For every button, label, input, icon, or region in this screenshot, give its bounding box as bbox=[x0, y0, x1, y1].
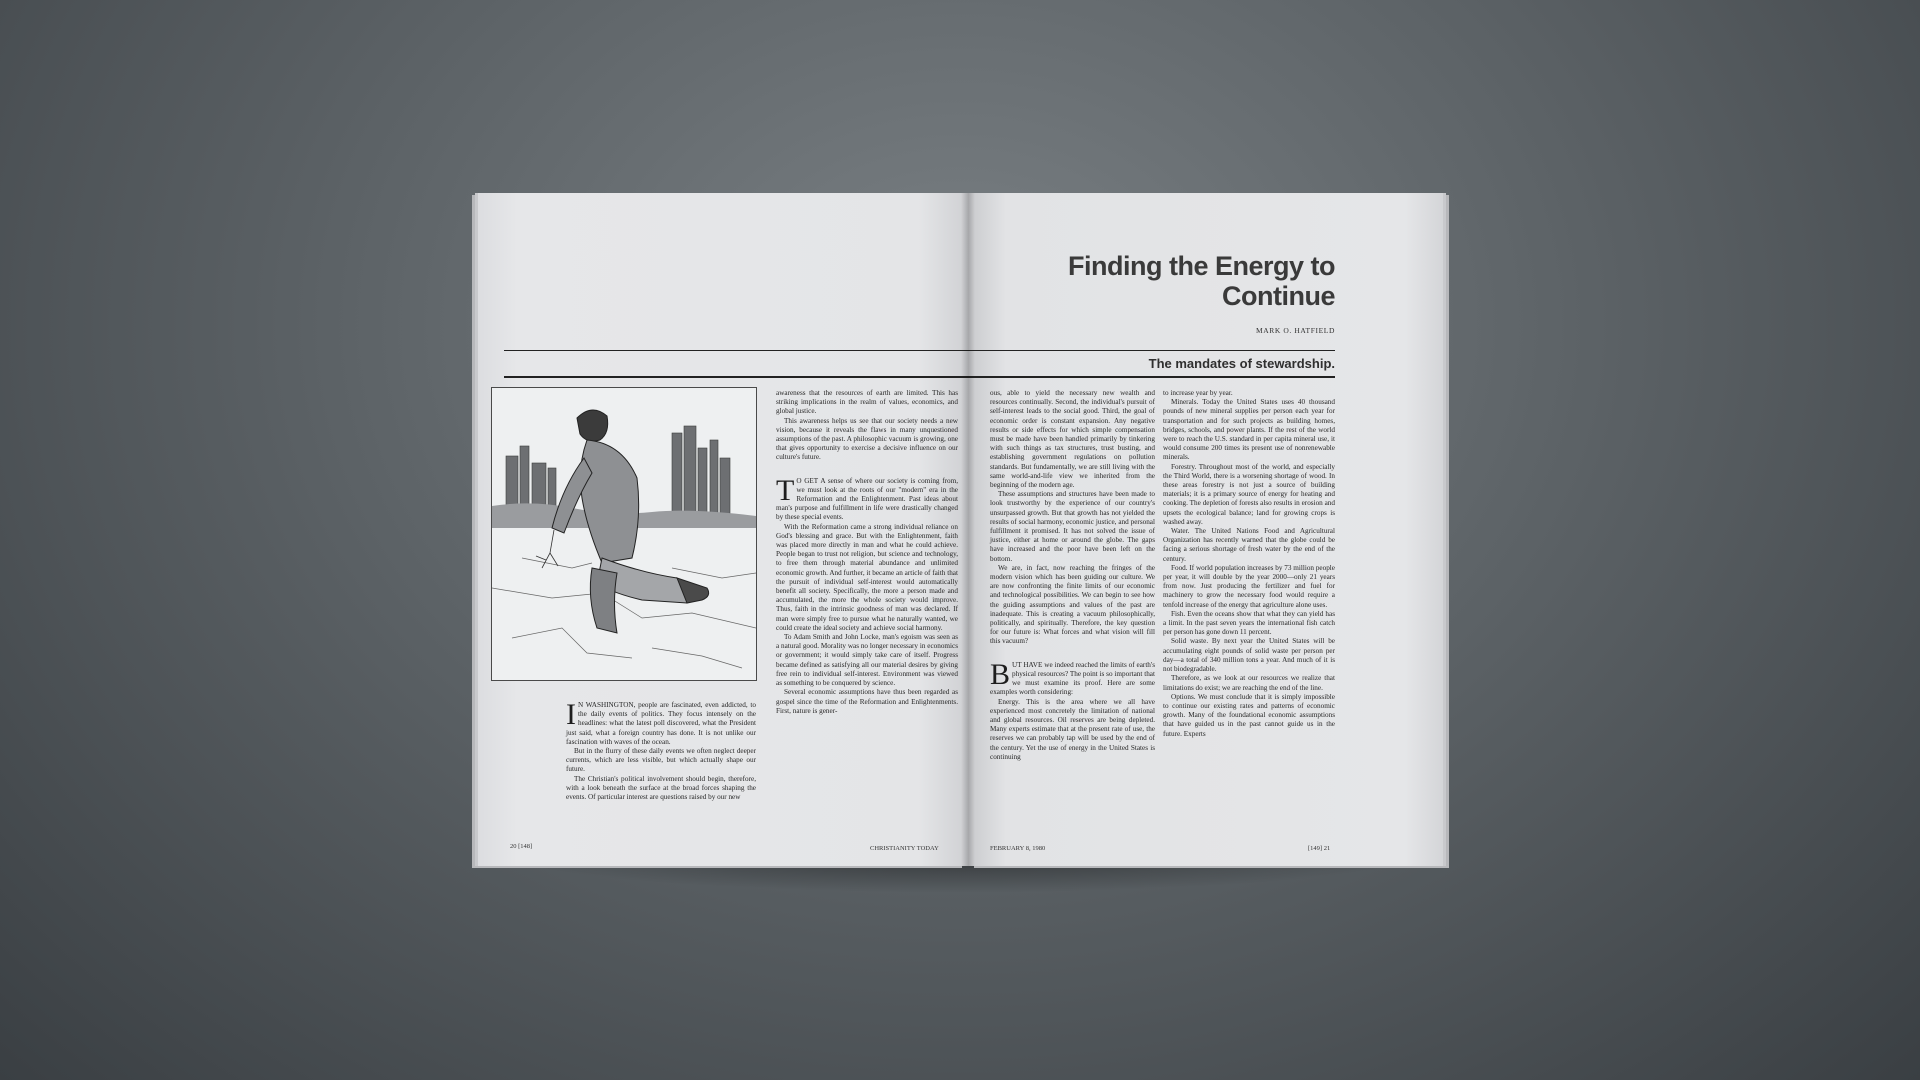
paragraph: Solid waste. By next year the United States will be accumulating eight pounds of solid waste per person per day—a total of 340 million tons a year. And much of it is not biodegradable. bbox=[1163, 637, 1335, 674]
drop-cap: I bbox=[566, 698, 576, 731]
column-1 bbox=[566, 698, 756, 802]
paragraph: Fish. Even the oceans show that what they can yield has a limit. In the past seven years the international fish catch per person has gone down 11 percent. bbox=[1163, 609, 1335, 637]
publication-name: CHRISTIANITY TODAY bbox=[870, 845, 939, 852]
paragraph: With the Reformation came a strong individual reliance on God's blessing and grace. But with the Enlightenment, faith was placed more directly in man and what he could achieve. People began to trust not religion, but science and technology, to free them through material abundance and unlimited economic growth. And further, it became an article of faith that the pursuit of individual self-interest would automatically benefit all society. Specifically, the more a person made and accumulated, the more the whole society would improve. Thus, faith in the intrinsic goodness of man was declared. If man were simply free to pursue what he naturally wanted, we could create the ideal society and achieve social harmony. bbox=[776, 522, 958, 632]
paragraph: ous, able to yield the necessary new wealth and resources continually. Second, the individual's pursuit of self-interest leads to the social good. Third, the goal of economic order is constant expansion. Any negative results or side effects for which simple compensation must be made have been handled primarily by tinkering with such things as tax structures, trust busting, and establishing government regulations on pollution standards. But fundamentally, we are still living with the same world-and-life view we inherited from the beginning of the modern age. bbox=[990, 389, 1155, 490]
right-page bbox=[968, 193, 1443, 866]
paragraph: Therefore, as we look at our resources we realize that limitations do exist; we are reaching the end of the line. bbox=[1163, 674, 1335, 692]
paragraph: Minerals. Today the United States uses 40 thousand pounds of new mineral supplies per person each year for transportation and for such projects as building homes, bridges, schools, and power plants. If the rest of the world were to reach the U.S. standard in per capita mineral use, it would consume 200 times its present use of nonrenewable minerals. bbox=[1163, 398, 1335, 462]
article-deck: The mandates of stewardship. bbox=[1148, 356, 1335, 371]
page-number-right: [149] 21 bbox=[1308, 845, 1331, 852]
article-title-line-1: Finding the Energy to bbox=[1068, 251, 1335, 281]
paragraph: awareness that the resources of earth are limited. This has striking implications in the realm of values, economics, and global justice. bbox=[776, 389, 958, 416]
paragraph: Several economic assumptions have thus been regarded as gospel since the time of the Reformation and Enlightenments. First, nature is gener- bbox=[776, 688, 958, 715]
author-byline: MARK O. HATFIELD bbox=[1256, 326, 1335, 335]
column-3 bbox=[990, 389, 1155, 762]
drop-cap: T bbox=[776, 473, 795, 507]
drop-cap: B bbox=[990, 657, 1011, 691]
paragraph: The Christian's political involvement should begin, therefore, with a look beneath the surface at the broad forces shaping the events. Of particular interest are questions raised by our new bbox=[566, 774, 756, 802]
paragraph: These assumptions and structures have been made to look trustworthy by the experience of our country's unsurpassed growth. But that growth has not yielded the results of social harmony, economic justice, and personal fulfillment it promised. It has not solved the issue of justice, either at home or around the globe. The gaps have increased and the poor have been left on the bottom. bbox=[990, 490, 1155, 563]
spine-gutter bbox=[961, 193, 975, 866]
paragraph: Energy. This is the area where we all have experienced most concretely the limitation of national and global resources. Oil reserves are being depleted. Many experts estimate that at the present rate of use, the reserves we can probably tap will be used by the end of the century. Yet the use of energy in the United States is continuing bbox=[990, 697, 1155, 761]
paragraph: to increase year by year. bbox=[1163, 389, 1233, 397]
paragraph: This awareness helps us see that our society needs a new vision, because it reveals the flaws in many unquestioned assumptions of the past. A philosophic vacuum is growing, one that gives opportunity to exercise a decisive influence on our culture's future. bbox=[776, 416, 958, 462]
paragraph: BUT HAVE we indeed reached the limits of earth's physical resources? The point is so important that we must examine its proof. Here are some examples worth considering: bbox=[990, 657, 1155, 697]
issue-date: FEBRUARY 8, 1980 bbox=[990, 845, 1046, 852]
illustration-svg bbox=[492, 388, 756, 680]
page-number-left: 20 [148] bbox=[510, 843, 533, 850]
paragraph: Options. We must conclude that it is simply impossible to continue our existing rates and patterns of economic growth. Many of the foundational economic assumptions that have guided us in the past cannot guide us in the future. Experts bbox=[1163, 692, 1335, 738]
top-rule-left bbox=[504, 350, 968, 351]
left-page bbox=[478, 193, 968, 866]
column-2 bbox=[776, 389, 958, 716]
paragraph: We are, in fact, now reaching the fringes of the modern vision which has been guiding our culture. We are now confronting the finite limits of our economic and technological possibilities. We can begin to see how the guiding assumptions and values of the past are inadequate. This is creating a vacuum philosophically, politically, and spiritually. Therefore, the key question for our future is: What forces and what vision will fill this vacuum? bbox=[990, 563, 1155, 646]
paragraph: Water. The United Nations Food and Agricultural Organization has recently warned that the globe could be facing a serious shortage of fresh water by the end of the century. bbox=[1163, 527, 1335, 563]
article-title-line-2: Continue bbox=[1222, 281, 1335, 311]
paragraph: I N WASHINGTON, people are fascinated, even addicted, to the daily events of politics. They focus intensely on the headlines: what the latest poll discovered, what the President just said, what a foreign country has done. It is not unlike our fascination with waves of the ocean. bbox=[566, 698, 756, 746]
paragraph: T O GET A sense of where our society is coming from, we must look at the roots of our "modern" era in the Reformation and the Enlightenment. Past ideas about man's purpose and fulfillment in life were drastically changed by these special events. bbox=[776, 473, 958, 522]
paragraph: But in the flurry of these daily events we often neglect deeper currents, which are less visible, but which actually shape our future. bbox=[566, 747, 756, 774]
illustration-kneeling-man bbox=[491, 387, 757, 681]
paragraph: Food. If world population increases by 73 million people per year, it will double by the year 2000—only 21 years from now. Just producing the fertilizer and fuel for machinery to grow the necessary food would require a tenfold increase of the energy that agriculture alone uses. bbox=[1163, 563, 1335, 609]
paragraph: Forestry. Throughout most of the world, and especially the Third World, there is a worsening shortage of wood. In these areas forestry is not just a source of building materials; it is a primary source of energy for heating and cooking. The depletion of forests also results in erosion and upsets the ecological balance; land for growing crops is washed away. bbox=[1163, 462, 1335, 526]
column-4 bbox=[1163, 389, 1335, 739]
top-rule-right bbox=[968, 350, 1335, 351]
deck-rule-left bbox=[504, 376, 968, 378]
magazine-spread bbox=[478, 193, 1443, 866]
deck-rule-right bbox=[968, 376, 1335, 378]
paragraph: To Adam Smith and John Locke, man's egoism was seen as a natural good. Morality was no longer necessary in economics or government; it would simply take care of itself. Progress became defined as satisfying all our material desires by giving free rein to individual self-interest. Environment was viewed as something to be conquered by science. bbox=[776, 633, 958, 688]
